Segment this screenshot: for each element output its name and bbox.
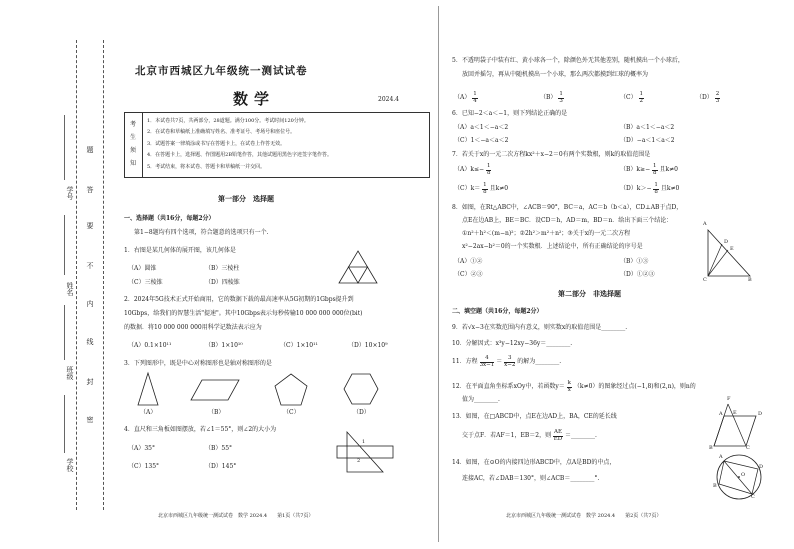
notice-label-char: 须 [130,147,137,154]
question-11 [452,356,561,368]
seal-char: 不 [86,262,94,269]
question-2-line3: 的数据．将10 000 000 000用科学记数法表示应为 [124,324,262,331]
page-divider [438,6,439,542]
q13-point-b: B [709,445,713,451]
part-two-heading: 第二部分 非选择题 [558,289,621,298]
q13-point-d: D [758,411,763,417]
fraction [652,164,658,176]
question-13-line2 [462,430,597,442]
q3-figure-a-triangle [136,372,160,406]
q5-option-c [620,92,644,104]
class-label: 班级 [66,366,74,380]
denominator: 2 [639,97,644,104]
denominator: 4 [473,97,477,104]
notice-label-cell [125,113,143,177]
denominator: x [567,386,571,393]
numerator: 1 [483,182,487,188]
q8-option-b: （B）①③ [620,258,649,265]
q4-ruler-triangle-figure [335,430,395,474]
part-one-heading: 第一部分 选择题 [218,194,274,203]
seal-char: 密 [86,416,94,423]
q14-point-b: B [713,483,717,489]
q1-option-c: （C）三棱锥 [128,279,163,286]
fraction [558,92,564,104]
page-2 [448,0,792,549]
numerator: 1 [473,91,477,97]
q4-angle-2-label: 2 [357,458,361,464]
question-8-line1: 8．如图，在Rt△ABC中，∠ACB＝90°，BC＝a，AC＝b（b＜a），CD⊥AB于点D， [452,204,683,211]
question-2-line1: 2．2024年5G技术正式开始商用，它的数据下载的最高速率从5G初期的1Gbps提升到 [124,296,354,303]
q6-option-a: （A）a＜1＜−a＜2 [454,124,509,131]
q7-option-d-suffix: 且k≠0 [660,185,680,192]
numerator: k [567,380,571,386]
question-7: 7．若关于x的一元二次方程kx²＋x−2＝0有两个实数根，则k的取值范围是 [452,151,651,158]
q7-option-d-text: （D）k＞− [620,185,652,192]
q7-option-b [620,164,678,176]
q3-label-b: （B） [208,409,225,416]
q11-prefix: 11．方程 [452,358,478,365]
numerator: 1 [639,91,644,97]
denominator: ED [553,435,563,442]
q3-label-d: （D） [353,409,370,416]
q2-option-a: （A）0.1×10¹¹ [128,342,172,349]
numerator: 3 [504,356,515,363]
seal-char: 线 [86,338,94,345]
question-2-line2: 10Gbps，给我们的智慧生活"提速"。其中10Gbps表示每秒传输10 000 000 000位(bit) [124,310,363,317]
q13-point-e: E [733,410,737,416]
q6-option-d: （D）−a＜1＜a＜2 [620,137,675,144]
question-12 [452,381,696,393]
denominator: 8 [653,169,657,176]
q12-text-cont: （k≠0）的图象经过点(−1,8)和(2,n)，则n的 [573,383,696,390]
seal-line-inner [76,40,77,510]
q3-figure-b-parallelogram [190,378,240,402]
question-8-line2: 点E在边AB上，BE＝BC．设CD＝h，AD＝m，BD＝n．给出下面三个结论： [462,217,673,224]
q8-option-d: （D）①②③ [620,271,655,278]
question-6: 6．已知−2＜a＜−1，则下列结论正确的是 [452,110,568,117]
denominator: 3 [559,97,563,104]
q5-option-a-label: （A） [454,94,471,101]
question-10: 10．分解因式：x³y−12xy−36y＝________. [452,340,573,347]
numerator: 1 [654,182,658,188]
subject-title: 数学 [233,90,276,108]
q14-point-c: C [751,494,755,500]
seal-char: 封 [86,378,94,385]
q3-figure-c-pentagon [274,373,308,407]
seal-char: 题 [86,146,94,153]
q1-option-b: （B）三棱柱 [205,265,240,272]
q11-suffix: 的解为________. [517,358,562,365]
seal-line [103,40,104,510]
q7-option-b-suffix: 且k≠0 [659,166,678,173]
q5-option-b [540,92,564,104]
seal-char: 内 [86,300,94,307]
notice-item: 4．在答题卡上，选择题、作图题用2B铅笔作答，其他试题用黑色字迹签字笔作答。 [147,152,333,158]
q14-point-o: O [741,472,746,478]
exam-title: 北京市西城区九年级统一测试试卷 [135,65,308,77]
notice-item: 3．试题答案一律填涂或书写在答题卡上，在试卷上作答无效。 [147,141,286,147]
q5-option-d [696,92,720,104]
q7-option-c-text: （C）k＝ [454,185,481,192]
seal-char: 要 [86,222,94,229]
denominator: 3 [715,97,720,104]
question-4: 4．直尺和三角板如图摆放，若∠1＝55°，则∠2的大小为 [124,426,277,433]
question-14-line1: 14．如图，在⊙O的内接四边形ABCD中，点A是BD的中点， [452,459,616,466]
question-5-line1: 5．不透明袋子中装有红、黄小球各一个，除颜色外无其他差别，随机摸出一个小球后， [452,57,684,64]
page-1 [110,0,435,549]
q13-parallelogram-figure [710,402,763,448]
denominator: x−2 [504,361,516,368]
denominator: 8 [486,169,491,176]
denominator: 8 [483,188,487,195]
q4-option-d: （D）145° [205,463,237,470]
q13-suffix: ＝________. [564,432,597,439]
question-14-line2: 连接AC，若∠DAB＝130°，则∠ACB＝________°. [462,475,600,482]
q4-option-a: （A）35° [128,445,155,452]
q7-option-b-text: （B）k≥− [620,166,651,173]
numerator: 2 [715,91,720,97]
q13-point-c: C [746,445,750,451]
name-label: 姓名 [66,282,74,296]
section-one-note: 第1−8题均有四个选项，符合题意的选项只有一个. [134,229,269,236]
q2-option-d: （D）10×10⁹ [348,342,388,349]
q4-option-b: （B）55° [205,445,233,452]
q8-point-d: D [724,239,729,245]
numerator: 4 [480,356,495,363]
section-one-heading: 一、选择题（共16分，每题2分） [124,215,215,222]
fraction [567,381,572,393]
q13-point-a: A [719,411,723,417]
class-line [64,305,65,360]
page-1-footer: 北京市西城区九年级统一测试试卷 数学 2024.4 第1页（共7页） [158,513,314,519]
student-id-label: 学号 [66,186,74,200]
exam-date: 2024.4 [378,96,399,103]
q1-option-a: （A）圆锥 [128,265,157,272]
fraction [504,356,515,368]
q7-option-c [454,183,508,195]
q8-option-c: （C）②③ [454,271,483,278]
notice-label-char: 生 [130,134,137,141]
q3-label-a: （A） [140,409,157,416]
q7-option-c-suffix: 且k≠0 [489,185,509,192]
q5-option-d-label: （D） [696,94,713,101]
question-12-line2: 值为________. [462,396,500,403]
question-8-line4: x²−2ax−b²＝0的一个实数根．上述结论中，所有正确结论的序号是 [462,243,643,250]
denominator: 8 [654,188,658,195]
school-label: 学校 [66,458,74,472]
q1-option-d: （D）四棱锥 [205,279,240,286]
q5-option-c-label: （C） [620,94,637,101]
q13-text: 交于点F．若AF＝1，EB＝2，则 [462,432,552,439]
q5-option-b-label: （B） [540,94,557,101]
q6-option-c: （C）1＜−a＜a＜2 [454,137,509,144]
name-line [64,215,65,275]
q7-option-a-text: （A）k≤− [454,166,485,173]
q2-option-c: （C）1×10¹¹ [280,342,318,349]
question-1: 1．右图是某几何体的展开图，该几何体是 [124,247,236,254]
q4-option-c: （C）135° [128,463,160,470]
page-2-footer: 北京市西城区九年级统一测试试卷 数学 2024.4 第2页（共7页） [506,513,662,519]
q8-point-e: E [730,246,734,252]
question-8-line3: ①n²＋h²＜(m−n)²；②2h²＞m²＋n²；③关于x的一元二次方程 [462,230,631,237]
school-line [64,395,65,453]
numerator: AE [554,429,563,435]
numerator: 1 [486,163,491,169]
fraction [480,356,495,368]
fraction [472,92,478,104]
fraction [486,164,492,176]
fraction [639,92,645,104]
fraction [553,430,563,442]
q8-triangle-figure [704,228,754,280]
q3-figure-d-hexagon [343,373,379,405]
q4-angle-1-label: 1 [362,439,366,445]
q7-option-a [454,164,491,176]
q11-equals: ＝ [496,358,503,365]
student-id-line [64,115,65,180]
fraction [653,183,659,195]
question-5-line2: 放回并摇匀，再从中随机摸出一个小球，那么两次都摸到红球的概率为 [462,71,649,78]
q3-label-c: （C） [283,409,300,416]
notice-item: 5．考试结束，将本试卷、答题卡和草稿纸一并交回。 [147,164,266,170]
notice-item: 1．本试卷共7页，共两部分，28道题。满分100分。考试时间120分钟。 [147,118,309,124]
numerator: 1 [559,91,563,97]
q2-option-b: （B）1×10¹⁰ [205,342,243,349]
notice-label-char: 考 [130,121,137,128]
notice-label-char: 知 [130,160,137,167]
notice-box [124,112,430,178]
q8-option-a: （A）①② [454,258,483,265]
q14-point-a: A [719,454,723,460]
question-9: 9．若√x−3在实数范围内有意义，则实数x的取值范围是________. [452,324,628,331]
notice-item: 2．在试卷和草稿纸上准确填写姓名、准考证号、考场号和座位号。 [147,129,296,135]
q8-point-c: C [703,277,707,283]
question-3: 3．下列图形中，既是中心对称图形也是轴对称图形的是 [124,360,272,367]
q5-option-a [454,92,478,104]
q8-point-a: A [703,221,707,227]
seal-char: 答 [86,186,94,193]
q6-option-b: （B）a＜1＜−a＜2 [620,124,675,131]
fraction [715,92,721,104]
numerator: 1 [653,163,657,169]
fraction [482,183,488,195]
section-two-heading: 二、填空题（共16分，每题2分） [452,308,543,315]
q8-point-b: B [748,277,752,283]
q1-net-figure [338,250,378,284]
question-13-line1: 13．如图，在□ABCD中，点E在边AD上，BA，CE的延长线 [452,413,617,420]
q14-point-d: D [759,464,764,470]
q13-point-f: F [727,396,731,402]
denominator: 3x−1 [479,361,495,368]
q7-option-d [620,183,679,195]
q12-text: 12．在平面直角坐标系xOy中，若函数y＝ [452,383,565,390]
binding-margin [0,0,110,549]
